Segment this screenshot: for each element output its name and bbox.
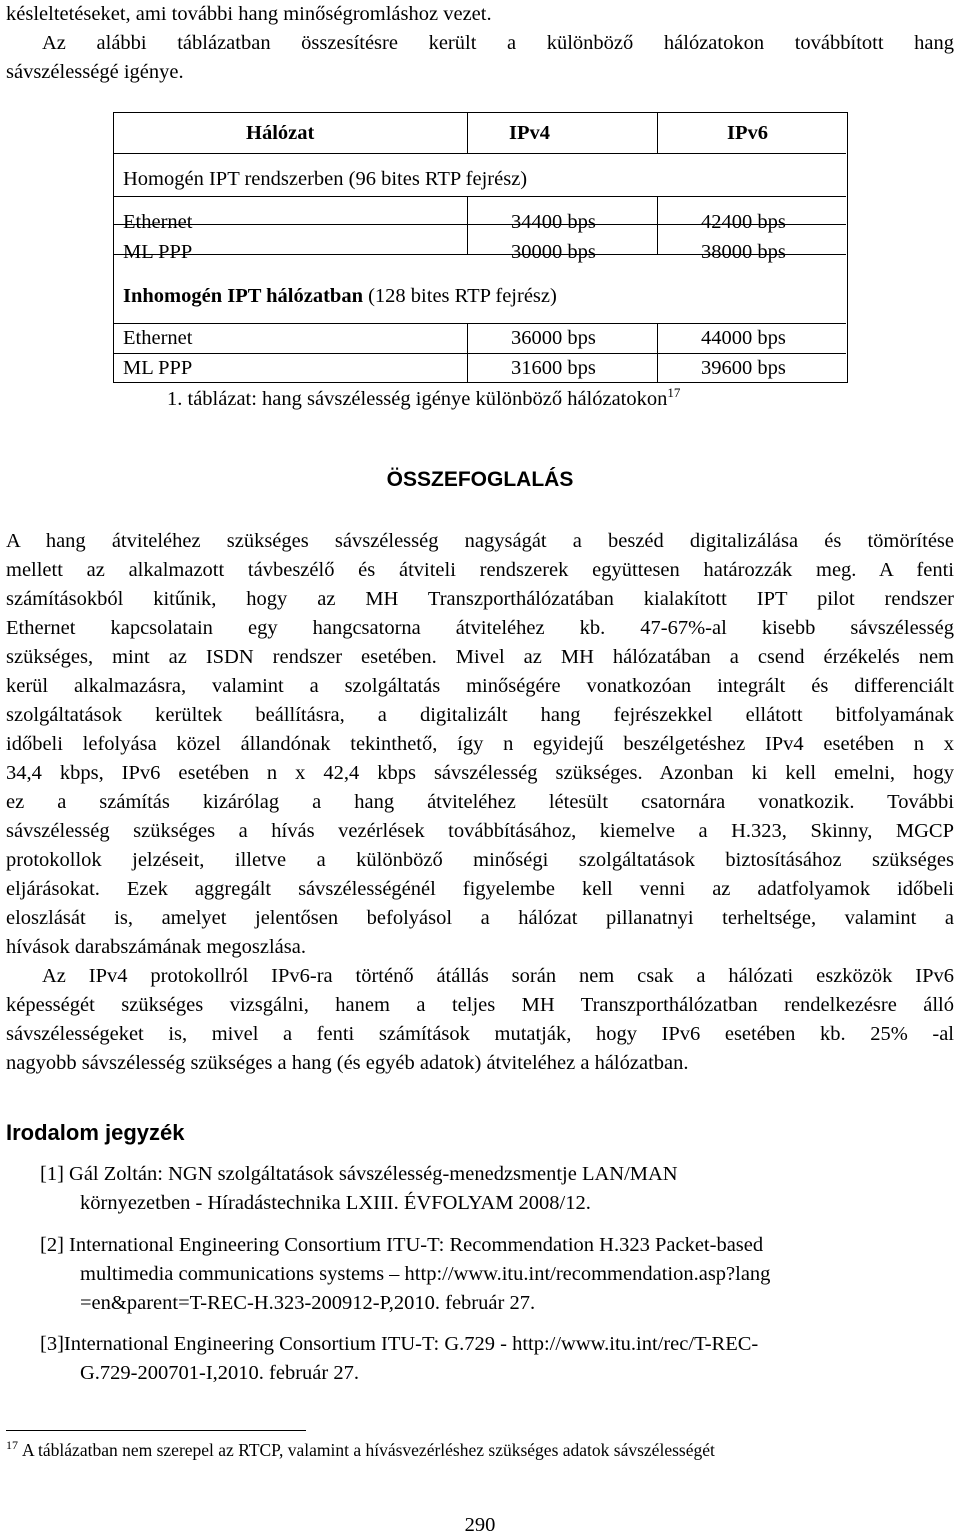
- section-note: (96 bites RTP fejrész): [343, 168, 528, 190]
- reference-line: multimedia communications systems – http://www.itu.int/recommendation.asp?lang: [80, 1263, 771, 1285]
- reference-item-3: [40, 1330, 930, 1388]
- summary-line: szükséges, mint az ISDN rendszer esetében. Mivel az MH hálózatában a csend érzékelés nem: [6, 646, 954, 668]
- summary-line: szolgáltatások kerültek beállításra, a digitalizált hang fejrészekkel ellátott bitfolyamának: [6, 704, 954, 726]
- section-heading-references: Irodalom jegyzék: [6, 1120, 185, 1145]
- intro-line-3: sávszélességé igénye.: [6, 61, 184, 83]
- table-section-homogeneous: [123, 167, 527, 191]
- intro-line-2: Az alábbi táblázatban összesítésre került a különböző hálózatokon továbbított hang: [42, 32, 954, 54]
- caption-text: 1. táblázat: hang sávszélesség igénye különböző hálózatokon: [167, 388, 668, 410]
- footnote-divider: [6, 1430, 306, 1431]
- reference-line: környezetben - Híradástechnika LXIII. ÉVFOLYAM 2008/12.: [80, 1192, 591, 1214]
- summary-line: sávszélesség szükséges a hívás vezérlések továbbításához, kiemelve a H.323, Skinny, MGCP: [6, 820, 954, 842]
- section-title: Inhomogén IPT hálózatban: [123, 285, 363, 307]
- table-divider: [114, 353, 846, 354]
- table-divider: [467, 113, 468, 153]
- table-header-network: Hálózat: [246, 122, 315, 144]
- table-caption: [167, 385, 680, 413]
- summary-line: 34,4 kbps, IPv6 esetében n x 42,4 kbps sávszélesség szükséges. Azonban ki kell emelni, hogy: [6, 762, 954, 784]
- table-cell: 38000 bps: [701, 241, 786, 263]
- footnote: [6, 1437, 715, 1463]
- summary-line: számításokból kitűnik, hogy az MH Transzporthálózatában kialakított IPT pilot rendszer: [6, 588, 954, 610]
- table-divider: [657, 196, 658, 254]
- reference-line: =en&parent=T-REC-H.323-200912-P,2010. február 27.: [80, 1292, 536, 1314]
- bandwidth-table: [113, 112, 848, 383]
- summary-line: A hang átviteléhez szükséges sávszélesség nagyságát a beszéd digitalizálása és tömörítése: [6, 530, 954, 552]
- summary-line: ez a számítás kizárólag a hang átviteléhez létesült csatornára vonatkozik. További: [6, 791, 954, 813]
- table-cell: 36000 bps: [511, 327, 596, 349]
- table-cell: 42400 bps: [701, 211, 786, 233]
- table-divider: [657, 113, 658, 153]
- summary-line: nagyobb sávszélesség szükséges a hang (és egyéb adatok) átviteléhez a hálózatban.: [6, 1052, 689, 1074]
- section-heading-summary: ÖSSZEFOGLALÁS: [386, 468, 574, 491]
- summary-line: Az IPv4 protokollról IPv6-ra történő átállás során nem csak a hálózati eszközök IPv6: [42, 965, 954, 987]
- reference-item-2: [40, 1231, 930, 1318]
- table-cell: Ethernet: [123, 327, 193, 349]
- reference-item-1: [40, 1160, 930, 1218]
- reference-line: [1] Gál Zoltán: NGN szolgáltatások sávszélesség-menedzsmentje LAN/MAN: [40, 1163, 678, 1185]
- table-section-inhomogeneous: [123, 284, 557, 308]
- summary-line: hívások darabszámának megoszlása.: [6, 936, 306, 958]
- reference-line: [2] International Engineering Consortium ITU-T: Recommendation H.323 Packet-based: [40, 1234, 764, 1256]
- table-cell: 31600 bps: [511, 357, 596, 379]
- table-cell: 34400 bps: [511, 211, 596, 233]
- table-cell: 30000 bps: [511, 241, 596, 263]
- table-cell: 44000 bps: [701, 327, 786, 349]
- table-header-ipv4: IPv4: [509, 122, 550, 144]
- table-divider: [114, 323, 846, 324]
- summary-line: eljárásokat. Ezek aggregált sávszélességénél figyelembe kell venni az adatfolyamok időbeli: [6, 878, 954, 900]
- summary-line: protokollok jelzéseit, illetve a különböző minőségi szolgáltatások biztosításához szükséges: [6, 849, 954, 871]
- footnote-text: A táblázatban nem szerepel az RTCP, valamint a hívásvezérléshez szükséges adatok sávszélességét: [22, 1440, 715, 1460]
- table-divider: [467, 196, 468, 254]
- reference-line: G.729-200701-I,2010. február 27.: [80, 1362, 359, 1384]
- section-title: Homogén IPT rendszerben: [123, 168, 344, 190]
- section-note: (128 bites RTP fejrész): [362, 285, 557, 307]
- table-divider: [114, 153, 846, 154]
- reference-line: [3]International Engineering Consortium ITU-T: G.729 - http://www.itu.int/rec/T-REC-: [40, 1333, 759, 1355]
- summary-line: mellett az alkalmazott távbeszélő és átviteli rendszerek együttesen határozzák meg. A fenti: [6, 559, 954, 581]
- footnote-ref[interactable]: 17: [667, 385, 681, 401]
- summary-line: időbeli lefolyása közel állandónak tekinthető, így n egyidejű beszélgetéshez IPv4 esetében n x: [6, 733, 954, 755]
- summary-line: eloszlását is, amelyet jelentősen befolyásol a hálózat pillanatnyi terheltsége, valamint a: [6, 907, 954, 929]
- summary-line: képességét szükséges vizsgálni, hanem a teljes MH Transzporthálózatban rendelkezésre álló: [6, 994, 954, 1016]
- table-cell: ML PPP: [123, 357, 193, 379]
- table-cell: 39600 bps: [701, 357, 786, 379]
- summary-line: sávszélességeket is, mivel a fenti számítások mutatják, hogy IPv6 esetében kb. 25% -al: [6, 1023, 954, 1045]
- summary-line: Ethernet kapcsolatain egy hangcsatorna átviteléhez kb. 47-67%-al kisebb sávszélesség: [6, 617, 954, 639]
- table-cell: Ethernet: [123, 211, 193, 233]
- footnote-number: 17: [6, 1438, 18, 1453]
- table-divider: [114, 196, 846, 197]
- page-number: 290: [464, 1514, 496, 1536]
- summary-line: kerül alkalmazásra, valamint a szolgáltatás minőségére vonatkozóan integrált és differenciált: [6, 675, 954, 697]
- intro-line-1: késleltetéseket, ami további hang minőségromláshoz vezet.: [6, 3, 492, 25]
- table-cell: ML PPP: [123, 241, 193, 263]
- table-header-ipv6: IPv6: [727, 122, 768, 144]
